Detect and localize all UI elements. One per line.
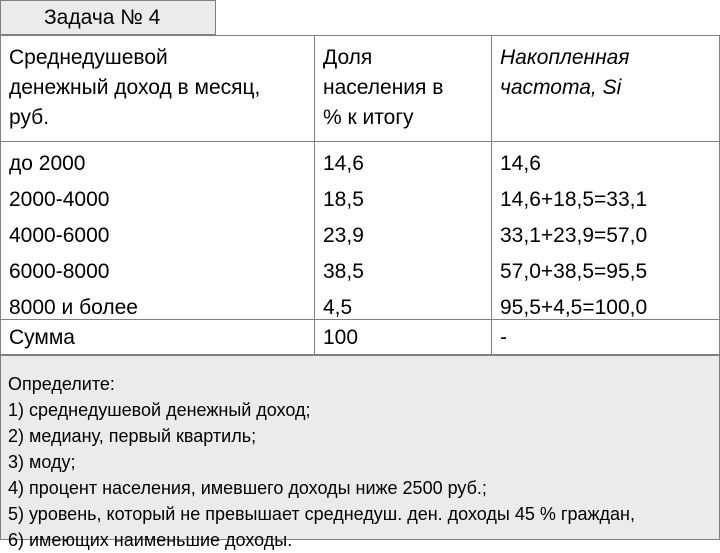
task-title: Задача № 4 [0, 0, 216, 35]
cumulative-cell: 14,6 [500, 152, 541, 175]
share-cell: 18,5 [323, 188, 364, 211]
column-divider [314, 36, 315, 354]
share-cell: 23,9 [323, 224, 364, 247]
income-cell: 4000-6000 [9, 224, 110, 247]
header-share: Доля населения в % к итогу [323, 46, 444, 129]
cumulative-cell: 14,6+18,5=33,1 [500, 188, 648, 211]
task-item: 3) моду; [8, 452, 76, 472]
header-income: Среднедушевой денежный доход в месяц, руб. [9, 46, 261, 129]
share-column [323, 146, 364, 326]
task-item: 6) имеющих наименьшие доходы. [8, 530, 293, 550]
task-item: 4) процент населения, имевшего доходы ниже 2500 руб.; [8, 478, 487, 498]
sum-cumulative: - [500, 326, 507, 349]
income-cell: до 2000 [9, 152, 86, 175]
task-item: 2) медиану, первый квартиль; [8, 426, 257, 446]
data-table [0, 35, 720, 355]
share-cell: 14,6 [323, 152, 364, 175]
cumulative-cell: 33,1+23,9=57,0 [500, 224, 648, 247]
income-cell: 8000 и более [9, 296, 138, 319]
task-intro: Определите: [8, 374, 115, 394]
cumulative-cell: 95,5+4,5=100,0 [500, 296, 648, 319]
task-item: 5) уровень, который не превышает среднедуш. ден. доходы 45 % граждан, [8, 504, 635, 524]
sum-label: Сумма [9, 326, 75, 349]
income-cell: 6000-8000 [9, 260, 110, 283]
task-list [0, 355, 720, 550]
column-divider [491, 36, 492, 354]
task-item: 1) среднедушевой денежный доход; [8, 400, 311, 420]
header-cumulative: Накопленная частота, Si [500, 46, 630, 99]
cumulative-cell: 57,0+38,5=95,5 [500, 260, 648, 283]
income-column [9, 146, 138, 326]
cumulative-column [500, 146, 647, 326]
income-cell: 2000-4000 [9, 188, 110, 211]
header-divider [1, 141, 719, 142]
share-cell: 4,5 [323, 296, 353, 319]
sum-share: 100 [323, 326, 359, 349]
share-cell: 38,5 [323, 260, 364, 283]
